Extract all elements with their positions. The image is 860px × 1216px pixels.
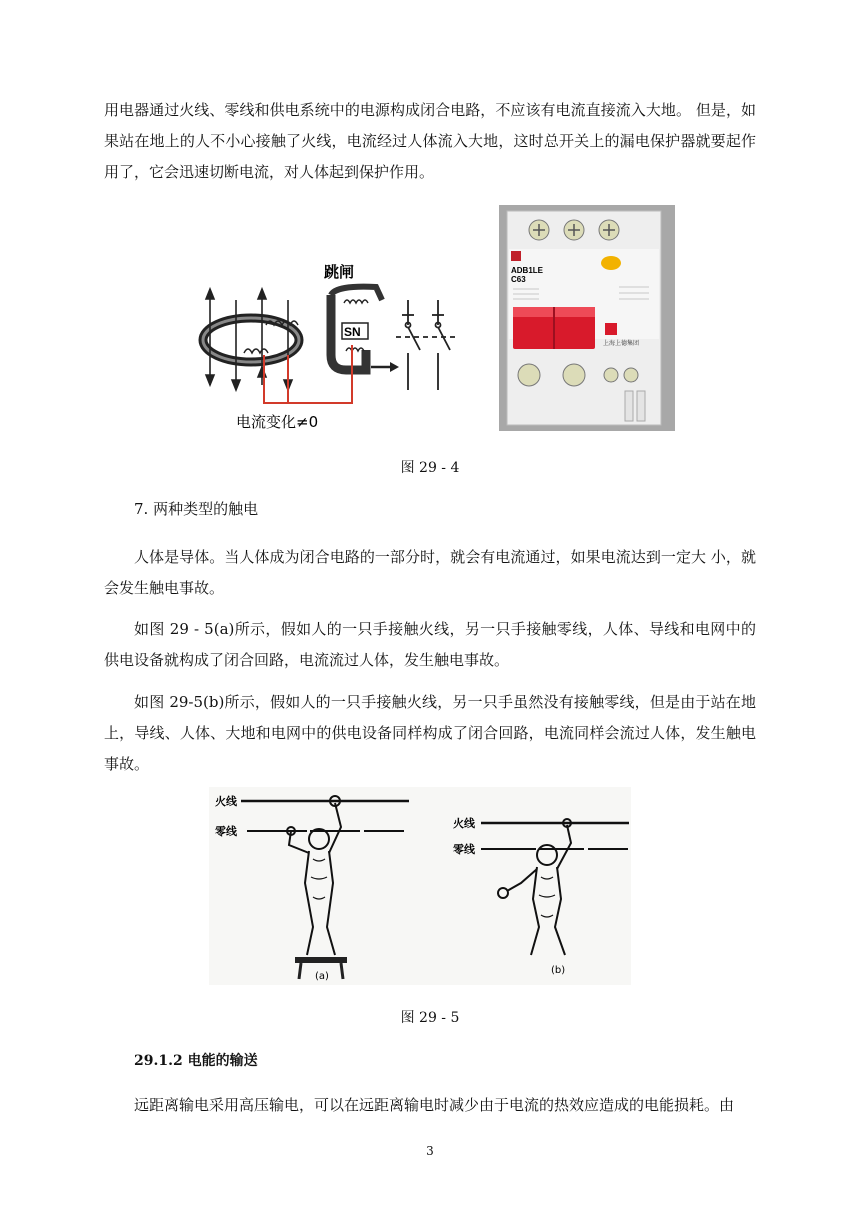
b-live-label: 火线 [453,817,475,830]
breaker-rating: C63 [511,275,526,284]
breaker-photo [499,205,675,431]
a-live-label: 火线 [215,795,237,808]
paragraph-transmission: 远距离输电采用高压输电，可以在远距离输电时减少由于电流的热效应造成的电能损耗。由 [134,1096,735,1114]
page-number: 3 [426,1144,434,1158]
b-tag: (b) [551,965,566,976]
current-change-label: 电流变化≠0 [236,413,319,431]
trip-label: 跳闸 [324,263,355,281]
paragraph-case-a: 如图 29 - 5(a)所示，假如人的一只手接触火线，另一只手接触零线，人体、导线和电网中的供电设备就构成了闭合回路，电流流过人体，发生触电事故。 [104,620,756,669]
figure-caption-29-5: 图 29 - 5 [400,1010,460,1026]
section-heading: 29.1.2 电能的输送 [134,1053,258,1069]
paragraph-intro: 用电器通过火线、零线和供电系统中的电源构成闭合电路，不应该有电流直接流入大地。 但是，如果站在地上的人不小心接触了火线，电流经过人体流入大地，这时总开关上的漏电保护器就要起作用了，它会迅速切断电流，对人体起到保护作用。 [104,101,756,181]
paragraph-case-b: 如图 29-5(b)所示，假如人的一只手接触火线，另一只手虽然没有接触零线，但是由于站在地上，导线、人体、大地和电网中的供电设备同样构成了闭合回路，电流同样会流过人体，发生触电事故。 [104,693,756,773]
breaker-maker: 上海上德集团 [603,340,640,347]
breaker-model: ADB1LE [511,266,544,275]
b-neutral-label: 零线 [453,843,475,856]
breaker-photo-svg [499,205,675,431]
shock-illustration [209,787,631,985]
paragraph-conductor: 人体是导体。当人体成为闭合电路的一部分时，就会有电流通过，如果电流达到一定大 小，就会发生触电事故。 [104,548,756,597]
figure-caption-29-4: 图 29 - 4 [400,460,460,476]
sn-label: SN [344,325,361,339]
section-item-7: 7. 两种类型的触电 [134,500,259,518]
a-neutral-label: 零线 [215,825,237,838]
leakage-diagram [196,255,466,435]
shock-illustration-svg [209,787,631,985]
leakage-diagram-svg [196,255,466,435]
a-tag: (a) [315,971,329,982]
